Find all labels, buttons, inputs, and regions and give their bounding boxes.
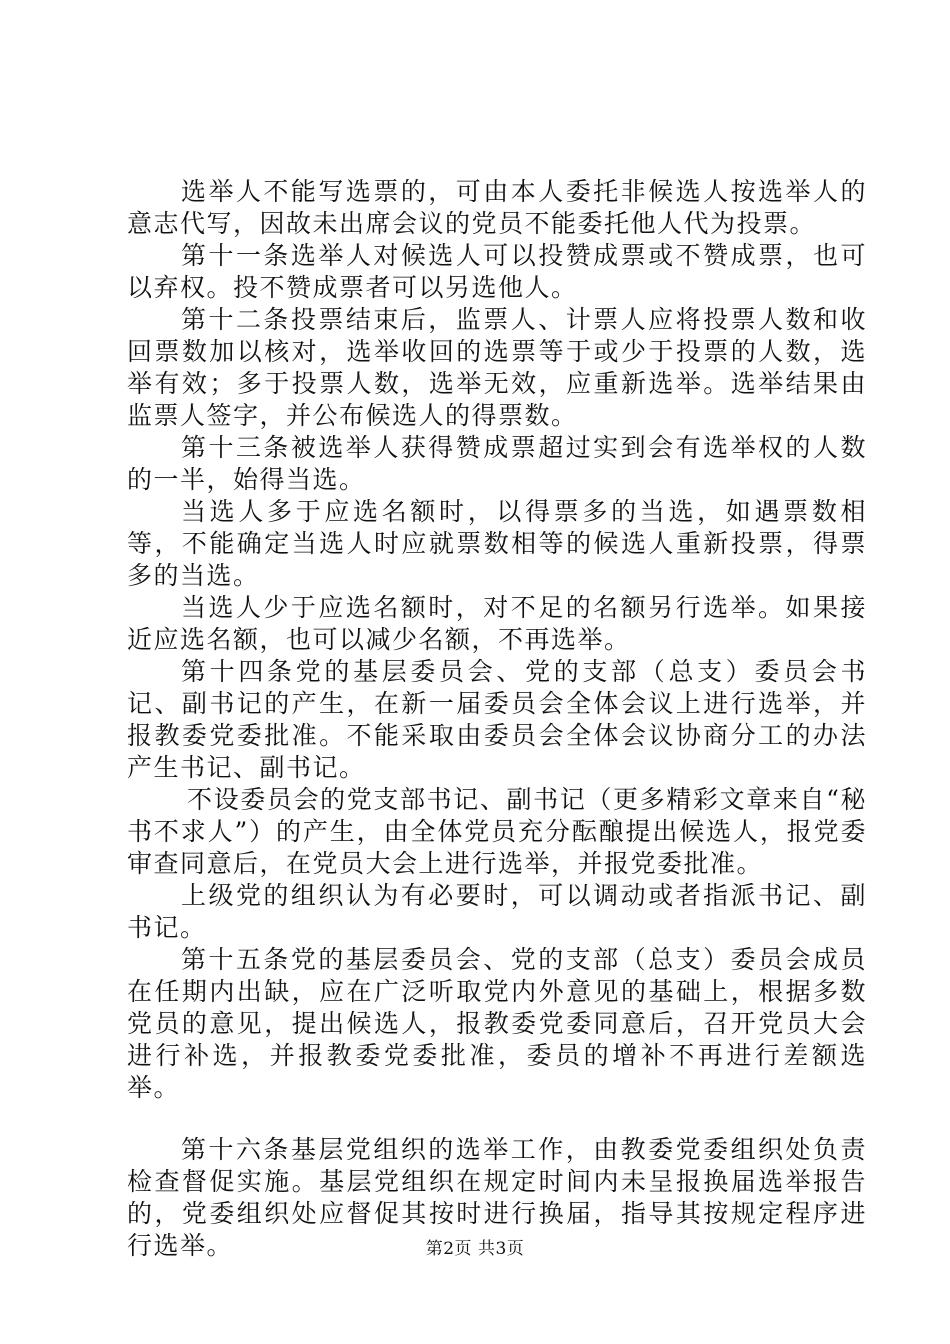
paragraph-article-15: 第十五条党的基层委员会、党的支部（总支）委员会成员在任期内出缺，应在广泛听取党内外意见的基础上，根据多数党员的意见，提出候选人，报教委党委同意后，召开党员大会进行补选，并报教委党委批准，委员的增补不再进行差额选举。 <box>127 945 867 1102</box>
paragraph-insufficient-winners: 当选人少于应选名额时，对不足的名额另行选举。如果接近应选名额，也可以减少名额，不再选举。 <box>127 593 867 654</box>
paragraph-article-14: 第十四条党的基层委员会、党的支部（总支）委员会书记、副书记的产生，在新一届委员会全体会议上进行选举，并报教委党委批准。不能采取由委员会全体会议协商分工的办法产生书记、副书记。 <box>127 657 867 782</box>
paragraph-article-11: 第十一条选举人对候选人可以投赞成票或不赞成票，也可以弃权。投不赞成票者可以另选他人。 <box>127 241 867 302</box>
paragraph-branch-secretary: 不设委员会的党支部书记、副书记（更多精彩文章来自“秘书不求人”）的产生，由全体党员充分酝酿提出候选人，报党委审查同意后，在党员大会上进行选举，并报党委批准。 <box>127 785 867 878</box>
paragraph-excess-winners: 当选人多于应选名额时，以得票多的当选，如遇票数相等，不能确定当选人时应就票数相等的候选人重新投票，得票多的当选。 <box>127 497 867 590</box>
page-number-label: 第2页 共3页 <box>425 1239 525 1259</box>
paragraph-higher-organization: 上级党的组织认为有必要时，可以调动或者指派书记、副书记。 <box>127 881 867 942</box>
paragraph-article-13: 第十三条被选举人获得赞成票超过实到会有选举权的人数的一半，始得当选。 <box>127 433 867 494</box>
page-footer <box>0 1238 950 1260</box>
paragraph-article-12: 第十二条投票结束后，监票人、计票人应将投票人数和收回票数加以核对，选举收回的选票等于或少于投票的人数，选举有效；多于投票人数，选举无效，应重新选举。选举结果由监票人签字，并公布候选人的得票数。 <box>127 305 867 430</box>
paragraph-proxy-voting: 选举人不能写选票的，可由本人委托非候选人按选举人的意志代写，因故未出席会议的党员不能委托他人代为投票。 <box>127 177 867 238</box>
paragraph-article-16: 第十六条基层党组织的选举工作，由教委党委组织处负责检查督促实施。基层党组织在规定时间内未呈报换届选举报告的，党委组织处应督促其按时进行换届，指导其按规定程序进行选举。 <box>127 1135 867 1260</box>
document-body <box>127 176 867 1262</box>
